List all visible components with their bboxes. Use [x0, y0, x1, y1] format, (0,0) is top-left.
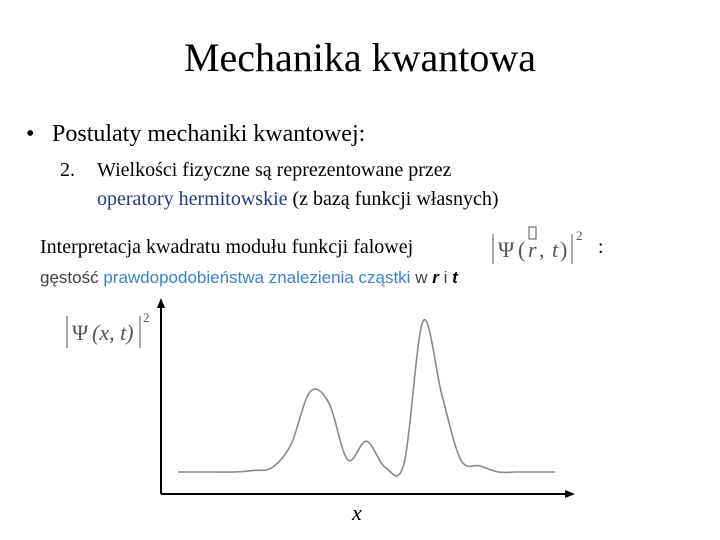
hermitian-operators-text: operatory hermitowskie: [97, 188, 288, 210]
density-vector-r: r: [432, 268, 439, 287]
item-2-line-2: [97, 186, 499, 212]
comma-separator: ,: [539, 237, 545, 262]
interpretation-text: Interpretacja kwadratu modułu funkcji falowej: [40, 236, 414, 258]
density-w: w: [415, 268, 428, 287]
interpretation-colon: :: [598, 236, 604, 258]
close-paren: ): [560, 237, 568, 262]
x-axis-arrow: [565, 490, 575, 498]
probability-density-text: [40, 266, 458, 290]
density-highlight: prawdopodobieństwa znalezienia cząstki: [103, 268, 411, 287]
slide-title: Mechanika kwantowa: [183, 35, 537, 80]
y-axis-arrow: [157, 298, 165, 308]
x-axis-label: x: [352, 500, 362, 525]
axis-args: (x, t): [92, 320, 134, 345]
bullet-postulates-text: Postulaty mechaniki kwantowej:: [52, 121, 366, 147]
wavefunction-plot: [150, 298, 580, 502]
bullet-postulates: [26, 118, 365, 150]
item-2-line-2-rest: (z bazą funkcji własnych): [287, 188, 499, 210]
time-variable-t: t: [552, 237, 559, 262]
open-paren: (: [518, 237, 526, 262]
wavefunction-modulus-formula: [490, 226, 598, 270]
item-number: 2.: [60, 159, 75, 181]
position-vector-r: r: [528, 237, 537, 262]
y-axis-formula: [64, 310, 154, 352]
density-word: gęstość: [40, 268, 99, 287]
bullet-marker: •: [26, 121, 35, 147]
density-t: t: [452, 268, 458, 287]
psi-symbol: Ψ: [498, 237, 515, 262]
axis-square-exponent: 2: [143, 310, 150, 325]
density-i: i: [443, 268, 448, 287]
square-exponent: 2: [576, 228, 583, 243]
item-2-line-1: Wielkości fizyczne są reprezentowane przez: [97, 159, 452, 181]
axis-psi-symbol: Ψ: [72, 320, 89, 345]
probability-density-curve: [178, 320, 555, 476]
